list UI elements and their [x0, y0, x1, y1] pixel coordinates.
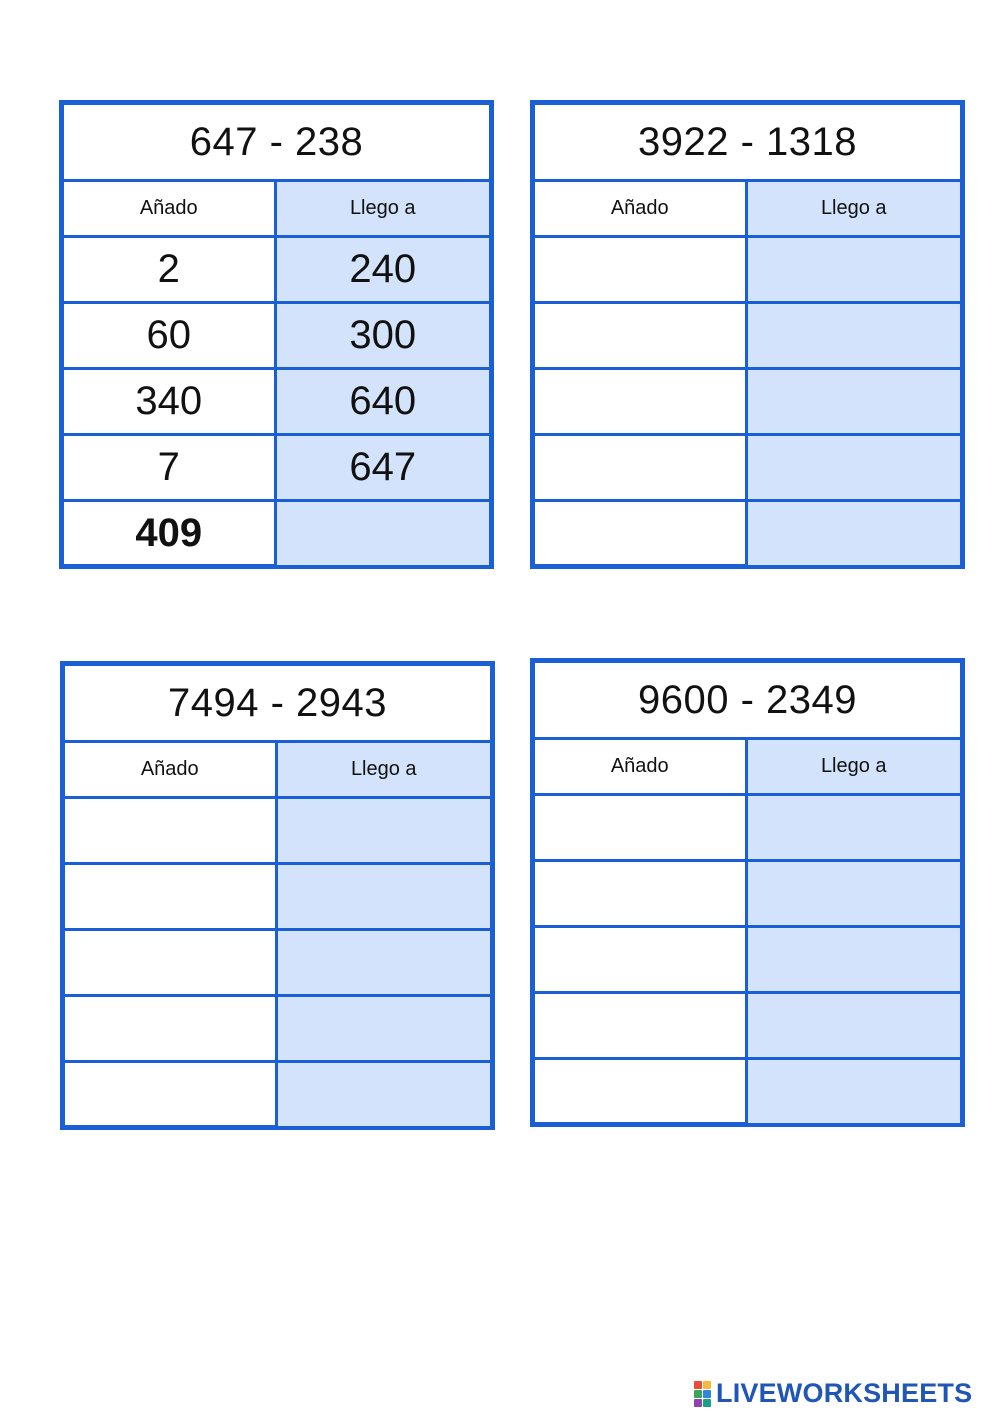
- reached-cell[interactable]: [278, 799, 491, 865]
- reached-cell[interactable]: [748, 238, 961, 304]
- reached-cell[interactable]: 240: [277, 238, 490, 304]
- added-cell[interactable]: 2: [64, 238, 277, 304]
- reached-cell[interactable]: [278, 997, 491, 1063]
- added-cell[interactable]: [535, 796, 748, 862]
- card-table: [65, 743, 490, 1126]
- reached-cell[interactable]: [277, 502, 490, 565]
- header-added: Añado: [535, 182, 748, 238]
- added-cell[interactable]: [535, 238, 748, 304]
- reached-cell[interactable]: [748, 436, 961, 502]
- reached-cell[interactable]: [748, 994, 961, 1060]
- header-added: Añado: [64, 182, 277, 238]
- added-cell[interactable]: 340: [64, 370, 277, 436]
- liveworksheets-brand: [694, 1378, 972, 1409]
- card-table: [64, 182, 489, 565]
- reached-cell[interactable]: [748, 796, 961, 862]
- total-added-cell[interactable]: 409: [64, 502, 277, 565]
- added-cell[interactable]: [535, 928, 748, 994]
- subtraction-card-2: [530, 100, 965, 569]
- reached-cell[interactable]: 300: [277, 304, 490, 370]
- reached-cell[interactable]: 640: [277, 370, 490, 436]
- added-cell[interactable]: [65, 931, 278, 997]
- subtraction-card-4: [530, 658, 965, 1127]
- added-cell[interactable]: [535, 370, 748, 436]
- card-table: [535, 182, 960, 565]
- header-reached: Llego a: [277, 182, 490, 238]
- reached-cell[interactable]: [748, 304, 961, 370]
- card-title: 9600 - 2349: [535, 663, 960, 740]
- added-cell[interactable]: [65, 799, 278, 865]
- added-cell[interactable]: [535, 862, 748, 928]
- reached-cell[interactable]: [748, 1060, 961, 1123]
- reached-cell[interactable]: [278, 865, 491, 931]
- liveworksheets-logo-icon: [694, 1381, 712, 1407]
- card-table: [535, 740, 960, 1123]
- reached-cell[interactable]: [748, 370, 961, 436]
- added-cell[interactable]: [535, 502, 748, 565]
- subtraction-card-3: [60, 661, 495, 1130]
- added-cell[interactable]: [535, 304, 748, 370]
- added-cell[interactable]: [535, 994, 748, 1060]
- added-cell[interactable]: [65, 1063, 278, 1126]
- header-reached: Llego a: [748, 740, 961, 796]
- card-title: 7494 - 2943: [65, 666, 490, 743]
- reached-cell[interactable]: [278, 931, 491, 997]
- added-cell[interactable]: [65, 997, 278, 1063]
- added-cell[interactable]: 60: [64, 304, 277, 370]
- reached-cell[interactable]: 647: [277, 436, 490, 502]
- added-cell[interactable]: [65, 865, 278, 931]
- header-reached: Llego a: [278, 743, 491, 799]
- added-cell[interactable]: [535, 436, 748, 502]
- subtraction-card-1: [59, 100, 494, 569]
- card-title: 3922 - 1318: [535, 105, 960, 182]
- added-cell[interactable]: [535, 1060, 748, 1123]
- reached-cell[interactable]: [278, 1063, 491, 1126]
- brand-wordmark: LIVEWORKSHEETS: [716, 1378, 973, 1408]
- reached-cell[interactable]: [748, 928, 961, 994]
- card-title: 647 - 238: [64, 105, 489, 182]
- added-cell[interactable]: 7: [64, 436, 277, 502]
- reached-cell[interactable]: [748, 502, 961, 565]
- header-added: Añado: [535, 740, 748, 796]
- header-reached: Llego a: [748, 182, 961, 238]
- reached-cell[interactable]: [748, 862, 961, 928]
- header-added: Añado: [65, 743, 278, 799]
